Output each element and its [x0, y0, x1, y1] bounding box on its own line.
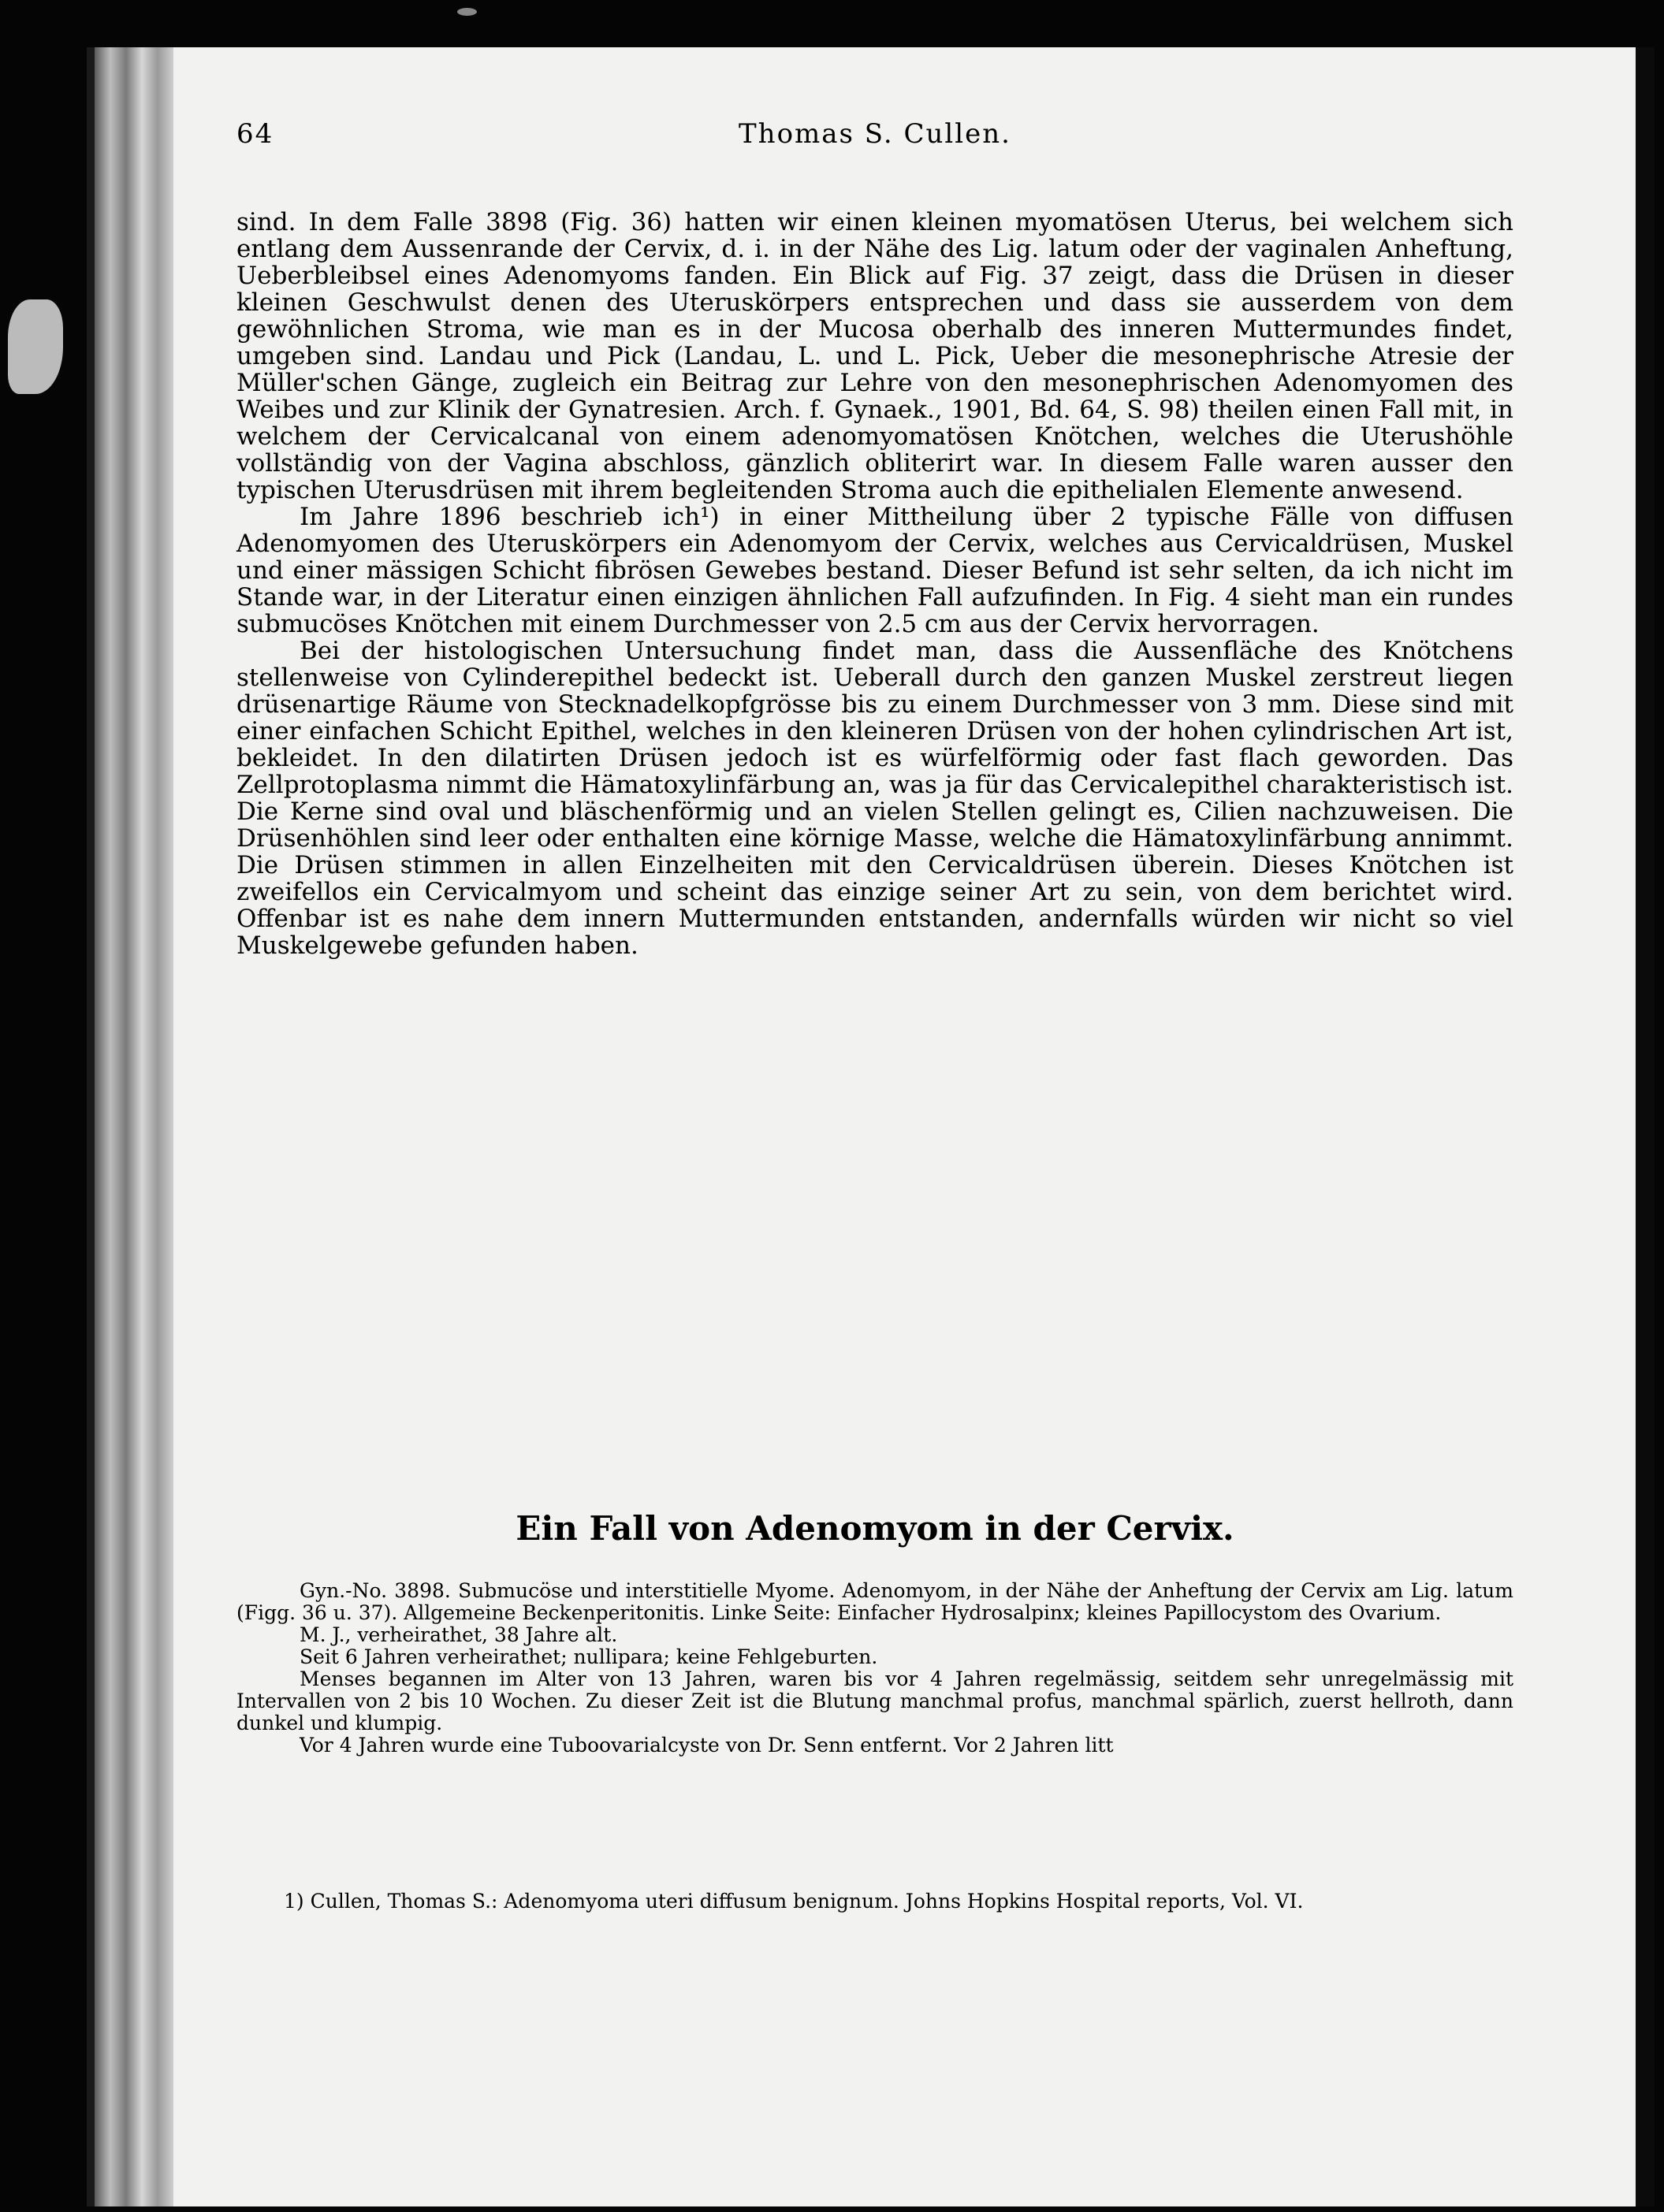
case-line: Menses begannen im Alter von 13 Jahren, waren bis vor 4 Jahren regelmässig, seitdem sehr unregelmässig mit Intervallen von 2 bis 10 Wochen. Zu dieser Zeit ist die Blutung manchmal profus, manchmal spärlich, zuerst hellroth, dann dunkel und klumpig.: [236, 1667, 1513, 1734]
paragraph: sind. In dem Falle 3898 (Fig. 36) hatten wir einen kleinen myomatösen Uterus, bei welchem sich entlang dem Aussenrande der Cervix, d. i. in der Nähe des Lig. latum oder der vaginalen Anheftung, Ueberbleibsel eines Adenomyoms fanden. Ein Blick auf Fig. 37 zeigt, dass die Drüsen in dieser kleinen Geschwulst denen des Uteruskörpers entsprechen und dass sie ausserdem von dem gewöhnlichen Stroma, wie man es in der Mucosa oberhalb des inneren Muttermundes findet, umgeben sind. Landau und Pick (Landau, L. und L. Pick, Ueber die mesonephrische Atresie der Müller'schen Gänge, zugleich ein Beitrag zur Lehre von den mesonephrischen Adenomyomen des Weibes und zur Klinik der Gynatresien. Arch. f. Gynaek., 1901, Bd. 64, S. 98) theilen einen Fall mit, in welchem der Cervicalcanal von einem adenomyomatösen Knötchen, welches die Uterushöhle vollständig von der Vagina abschloss, gänzlich obliterirt war. In diesem Falle waren ausser den typischen Uterusdrüsen mit ihrem begleitenden Stroma auch die epithelialen Elemente anwesend.: [236, 208, 1513, 504]
running-title: Thomas S. Cullen.: [739, 118, 1011, 150]
case-line: Seit 6 Jahren verheirathet; nullipara; keine Fehlgeburten.: [300, 1645, 878, 1668]
case-report: [236, 1580, 1513, 1757]
body-text: [236, 209, 1513, 959]
footnote: [236, 1890, 1513, 1913]
page-number: 64: [236, 118, 274, 150]
scan-artifact: [457, 8, 477, 16]
book-binding-edge: [95, 47, 173, 2206]
section-heading: Ein Fall von Adenomyom in der Cervix.: [516, 1509, 1234, 1548]
case-line: Gyn.-No. 3898. Submucöse und interstitielle Myome. Adenomyom, in der Nähe der Anheftung der Cervix am Lig. latum (Figg. 36 u. 37). Allgemeine Beckenperitonitis. Linke Seite: Einfacher Hydrosalpinx; kleines Papillocystom des Ovarium.: [236, 1579, 1513, 1624]
footnote-text: 1) Cullen, Thomas S.: Adenomyoma uteri diffusum benignum. Johns Hopkins Hospital reports, Vol. VI.: [284, 1890, 1304, 1913]
scan-artifact: [8, 299, 63, 394]
paragraph: Bei der histologischen Untersuchung findet man, dass die Aussenfläche des Knötchens stellenweise von Cylinderepithel bedeckt ist. Ueberall durch den ganzen Muskel zerstreut liegen drüsenartige Räume von Stecknadelkopfgrösse bis zu einem Durchmesser von 3 mm. Diese sind mit einer einfachen Schicht Epithel, welches in den kleineren Drüsen von der hohen cylindrischen Art ist, bekleidet. In den dilatirten Drüsen jedoch ist es würfelförmig oder fast flach geworden. Das Zellprotoplasma nimmt die Hämatoxylinfärbung an, was ja für das Cervicalepithel charakteristisch ist. Die Kerne sind oval und bläschenförmig und an vielen Stellen gelingt es, Cilien nachzuweisen. Die Drüsenhöhlen sind leer oder enthalten eine körnige Masse, welche die Hämatoxylinfärbung annimmt. Die Drüsen stimmen in allen Einzelheiten mit den Cervicaldrüsen überein. Dieses Knötchen ist zweifellos ein Cervicalmyom und scheint das einzige seiner Art zu sein, von dem berichtet wird. Offenbar ist es nahe dem innern Muttermunden entstanden, andernfalls würden wir nicht so viel Muskelgewebe gefunden haben.: [236, 637, 1513, 960]
case-line: M. J., verheirathet, 38 Jahre alt.: [300, 1623, 618, 1646]
scan-right-edge: [1636, 47, 1655, 2206]
paragraph: Im Jahre 1896 beschrieb ich¹) in einer Mittheilung über 2 typische Fälle von diffusen Adenomyomen des Uteruskörpers ein Adenomyom der Cervix, welches aus Cervicaldrüsen, Muskel und einer mässigen Schicht fibrösen Gewebes bestand. Dieser Befund ist sehr selten, da ich nicht im Stande war, in der Literatur einen einzigen ähnlichen Fall aufzufinden. In Fig. 4 sieht man ein rundes submucöses Knötchen mit einem Durchmesser von 2.5 cm aus der Cervix hervorragen.: [236, 503, 1513, 638]
running-head: [236, 118, 1513, 165]
case-line: Vor 4 Jahren wurde eine Tuboovarialcyste von Dr. Senn entfernt. Vor 2 Jahren litt: [300, 1734, 1114, 1757]
